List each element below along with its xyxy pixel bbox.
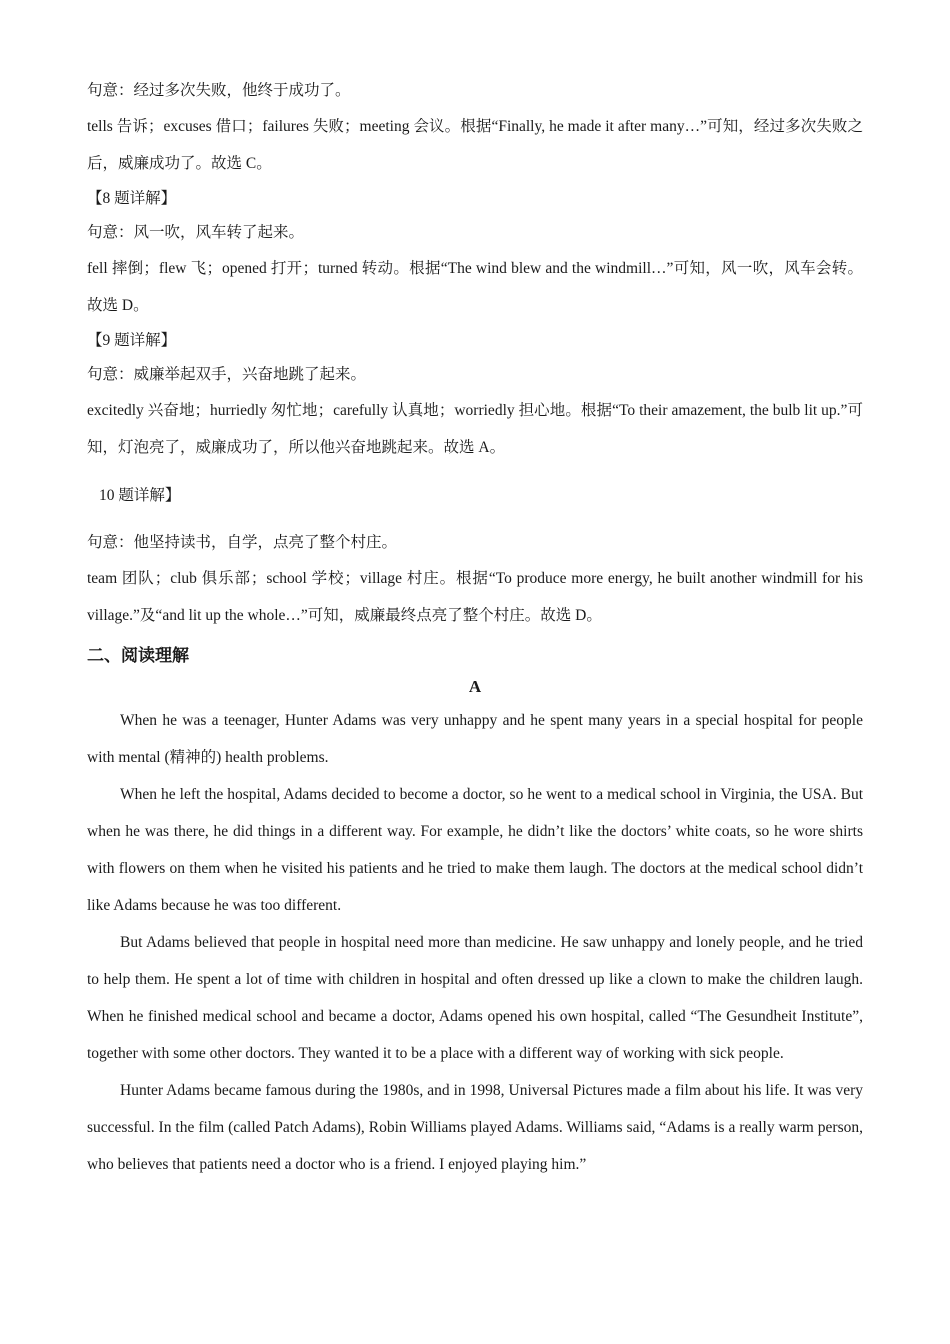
q8-explanation: fell 摔倒；flew 飞；opened 打开；turned 转动。根据“The wind blew and the windmill…”可知，风一吹，风车会转。故选 D。 (87, 260, 863, 314)
q10-explanation: team 团队；club 俱乐部；school 学校；village 村庄。根据“To produce more energy, he built another windmill for his village.”及“and lit up the whole…”可知，威廉最终点亮了整个村庄。故选 D。 (87, 570, 863, 624)
q8-meaning: 句意：风一吹，风车转了起来。 (87, 224, 305, 241)
q9-header: 【9 题详解】 (87, 332, 177, 349)
q7-explanation: tells 告诉；excuses 借口；failures 失败；meeting 会议。根据“Finally, he made it after many…”可知，经过多次失败之后，威廉成功了。故选 C。 (87, 118, 863, 172)
q7-meaning: 句意：经过多次失败，他终于成功了。 (87, 82, 351, 99)
section-title: 二、阅读理解 (87, 646, 189, 665)
q10-header: 10 题详解】 (99, 487, 181, 504)
q8-header: 【8 题详解】 (87, 190, 177, 207)
document-page (87, 74, 863, 1183)
q9-explanation: excitedly 兴奋地；hurriedly 匆忙地；carefully 认真地；worriedly 担心地。根据“To their amazement, the bulb lit up.”可知，灯泡亮了，威廉成功了，所以他兴奋地跳起来。故选 A。 (87, 402, 863, 456)
q10-meaning: 句意：他坚持读书，自学，点亮了整个村庄。 (87, 534, 398, 551)
passage-label: A (468, 677, 482, 696)
passage-paragraph: Hunter Adams became famous during the 1980s, and in 1998, Universal Pictures made a film about his life. It was very successful. In the film (called Patch Adams), Robin Williams played Adams. Williams said, “Adams is a really warm person, who believes that patients need a doctor who is a friend. I enjoyed playing him.” (87, 1082, 863, 1173)
passage-paragraph: When he was a teenager, Hunter Adams was very unhappy and he spent many years in a special hospital for people with mental (精神的) health problems. (87, 712, 863, 766)
passage-paragraph: But Adams believed that people in hospital need more than medicine. He saw unhappy and lonely people, and he tried to help them. He spent a lot of time with children in hospital and often dressed up like a clown to make the children laugh. When he finished medical school and became a doctor, Adams opened his own hospital, called “The Gesundheit Institute”, together with some other doctors. They wanted it to be a place with a different way of working with sick people. (87, 934, 863, 1062)
q9-meaning: 句意：威廉举起双手，兴奋地跳了起来。 (87, 366, 367, 383)
passage-paragraph: When he left the hospital, Adams decided to become a doctor, so he went to a medical school in Virginia, the USA. But when he was there, he did things in a different way. For example, he didn’t like the doctors’ white coats, so he wore shirts with flowers on them when he visited his patients and he tried to make them laugh. The doctors at the medical school didn’t like Adams because he was too different. (87, 786, 863, 914)
